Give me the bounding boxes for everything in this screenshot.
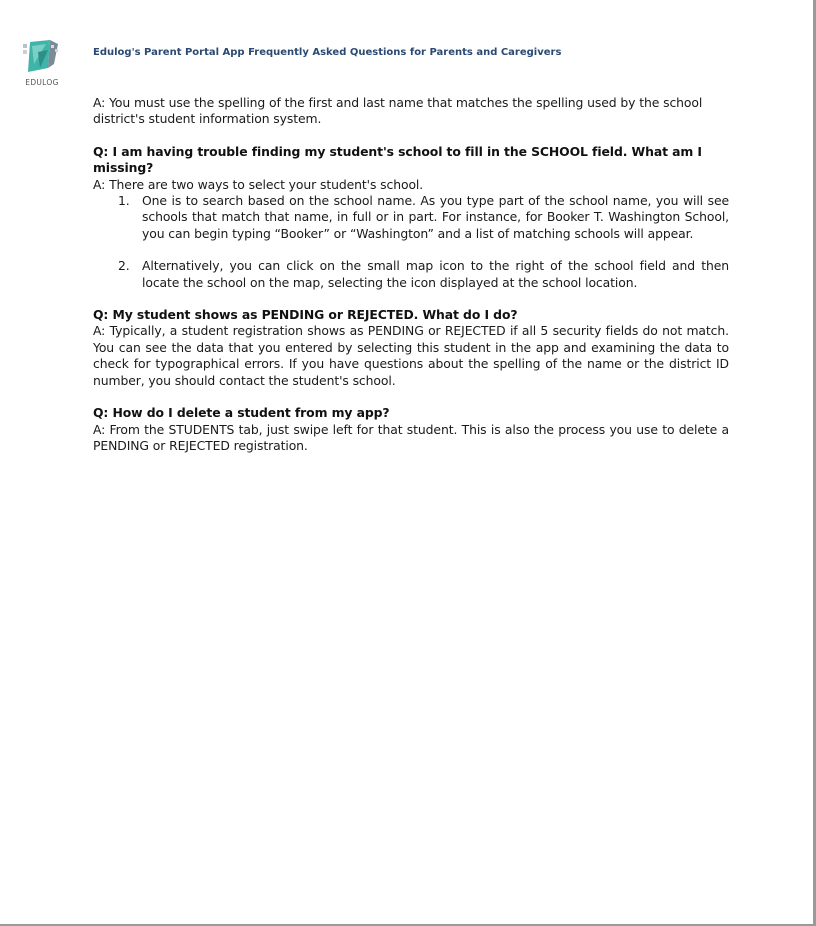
answer-text: A: Typically, a student registration shows as PENDING or REJECTED if all 5 security fields do not match. You can see the data that you entered by selecting this student in the app and examining the data to check for typographical errors. If you have questions about the spelling of the name or the district ID number, you should contact the student's school. bbox=[93, 323, 729, 388]
question-text: Q: My student shows as PENDING or REJECTED. What do I do? bbox=[93, 307, 518, 323]
faq-delete-student bbox=[93, 405, 729, 454]
answer-text: A: From the STUDENTS tab, just swipe left for that student. This is also the process you use to delete a PENDING or REJECTED registration. bbox=[93, 421, 729, 453]
edulog-logo-icon bbox=[20, 38, 64, 78]
list-item-number: 1. bbox=[118, 193, 130, 209]
list-item bbox=[93, 258, 729, 291]
question-text: Q: How do I delete a student from my app? bbox=[93, 405, 390, 421]
edulog-logo bbox=[20, 38, 64, 90]
faq-school-field bbox=[93, 144, 729, 291]
list-item-number: 2. bbox=[118, 258, 130, 274]
intro-answer-block bbox=[93, 95, 729, 128]
logo-wordmark: EDULOG bbox=[25, 78, 59, 87]
question-text: Q: I am having trouble finding my student's school to fill in the SCHOOL field. What am I missing? bbox=[93, 143, 702, 176]
list-item-text: Alternatively, you can click on the small map icon to the right of the school field and then locate the school on the map, selecting the icon displayed at the school location. bbox=[142, 258, 729, 290]
list-item bbox=[93, 193, 729, 242]
faq-pending-rejected bbox=[93, 307, 729, 389]
numbered-list bbox=[93, 193, 729, 291]
answer-text: A: There are two ways to select your student's school. bbox=[93, 176, 424, 192]
faq-body bbox=[93, 95, 729, 470]
answer-text: A: You must use the spelling of the first and last name that matches the spelling used by the school district's student information system. bbox=[93, 95, 703, 127]
document-header-title: Edulog's Parent Portal App Frequently Asked Questions for Parents and Caregivers bbox=[93, 47, 562, 58]
list-item-text: One is to search based on the school name. As you type part of the school name, you will see schools that match that name, in full or in part. For instance, for Booker T. Washington School, you can begin typing “Booker” or “Washington” and a list of matching schools will appear. bbox=[142, 193, 729, 241]
